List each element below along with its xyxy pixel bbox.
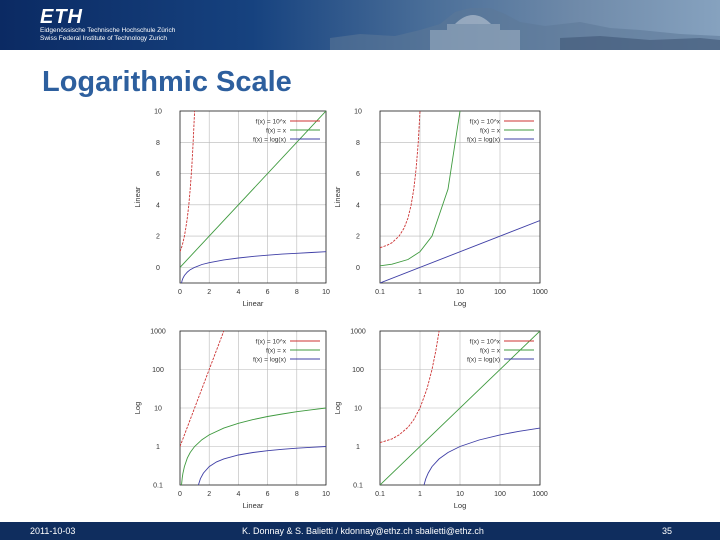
- legend-label: f(x) = log(x): [466, 356, 500, 364]
- x-tick-label: 1: [418, 289, 422, 296]
- y-tick-label: 2: [156, 233, 160, 241]
- legend-label: f(x) = log(x): [252, 136, 286, 144]
- y-tick-label: 0: [156, 264, 160, 272]
- y-tick-label: 2: [356, 233, 360, 241]
- chart-1: [133, 109, 330, 309]
- legend-label: f(x) = x: [265, 347, 286, 355]
- y-tick-label: 8: [356, 139, 360, 147]
- legend-label: f(x) = 10^x: [469, 118, 500, 126]
- series-line: [380, 111, 420, 248]
- legend-label: f(x) = log(x): [252, 356, 286, 364]
- y-axis-label: Linear: [333, 186, 342, 208]
- x-axis-label: Linear: [242, 299, 264, 308]
- legend-label: f(x) = x: [479, 347, 500, 355]
- x-tick-label: 10: [322, 491, 330, 498]
- y-tick-label: 0.1: [153, 482, 163, 490]
- series-line: [380, 331, 439, 443]
- x-axis-label: Log: [453, 299, 467, 308]
- x-tick-label: 100: [494, 491, 506, 498]
- y-axis-label: Log: [133, 401, 142, 415]
- series-line: [424, 428, 540, 485]
- x-tick-label: 10: [456, 289, 464, 296]
- y-tick-label: 10: [154, 108, 162, 116]
- x-tick-label: 1000: [532, 491, 548, 498]
- x-tick-label: 6: [265, 289, 270, 296]
- x-tick-label: 100: [494, 289, 506, 296]
- y-tick-label: 6: [356, 171, 360, 179]
- slide-title: Logarithmic Scale: [42, 66, 292, 98]
- y-tick-label: 4: [156, 202, 160, 210]
- series-line: [180, 111, 326, 267]
- legend-label: f(x) = 10^x: [255, 118, 286, 126]
- series-line: [198, 447, 326, 486]
- y-tick-label: 10: [354, 405, 362, 413]
- x-axis-label: Log: [453, 501, 467, 510]
- x-axis-label: Linear: [242, 501, 264, 510]
- x-tick-label: 2: [207, 289, 212, 296]
- x-tick-label: 0: [178, 289, 182, 296]
- chart-3: [133, 329, 330, 511]
- series-line: [180, 331, 224, 447]
- x-tick-label: 1: [418, 491, 422, 498]
- legend-label: f(x) = x: [265, 127, 286, 135]
- x-tick-label: 0.1: [375, 289, 385, 296]
- y-tick-label: 0: [356, 264, 360, 272]
- footer-bar: [0, 522, 720, 540]
- y-axis-label: Log: [333, 401, 342, 415]
- legend-label: f(x) = 10^x: [255, 338, 286, 346]
- footer-authors: K. Donnay & S. Balietti / kdonnay@ethz.ch sbalietti@ethz.ch: [242, 526, 484, 536]
- y-tick-label: 100: [152, 367, 164, 374]
- y-tick-label: 1000: [350, 328, 366, 336]
- legend-label: f(x) = log(x): [466, 136, 500, 144]
- legend-label: f(x) = x: [479, 127, 500, 135]
- x-tick-label: 4: [236, 491, 241, 498]
- y-tick-label: 1: [156, 444, 160, 451]
- chart-2: [333, 109, 548, 309]
- y-tick-label: 10: [154, 405, 162, 413]
- x-tick-label: 0: [178, 491, 182, 498]
- y-axis-label: Linear: [133, 186, 142, 208]
- x-tick-label: 0.1: [375, 491, 385, 498]
- y-tick-label: 1000: [150, 328, 166, 336]
- x-tick-label: 10: [456, 491, 464, 498]
- x-tick-label: 1000: [532, 289, 548, 296]
- x-tick-label: 4: [236, 289, 241, 296]
- page-number: 35: [662, 526, 673, 536]
- institution-name-german: Eidgenössische Technische Hochschule Zürich: [40, 27, 176, 34]
- institution-name-english: Swiss Federal Institute of Technology Zurich: [40, 35, 168, 42]
- footer-date: 2011-10-03: [30, 526, 76, 536]
- y-tick-label: 1: [356, 444, 360, 451]
- x-tick-label: 2: [207, 491, 212, 498]
- x-tick-label: 8: [294, 289, 299, 296]
- y-tick-label: 10: [354, 108, 362, 116]
- eth-logo[interactable]: ETH: [40, 6, 83, 28]
- y-tick-label: 4: [356, 202, 360, 210]
- y-tick-label: 0.1: [353, 482, 363, 490]
- y-tick-label: 8: [156, 139, 160, 147]
- x-tick-label: 6: [265, 491, 270, 498]
- series-line: [180, 111, 195, 252]
- legend-label: f(x) = 10^x: [469, 338, 500, 346]
- x-tick-label: 8: [294, 491, 299, 498]
- x-tick-label: 10: [322, 289, 330, 296]
- y-tick-label: 100: [352, 367, 364, 374]
- chart-4: [333, 329, 548, 511]
- y-tick-label: 6: [156, 171, 160, 179]
